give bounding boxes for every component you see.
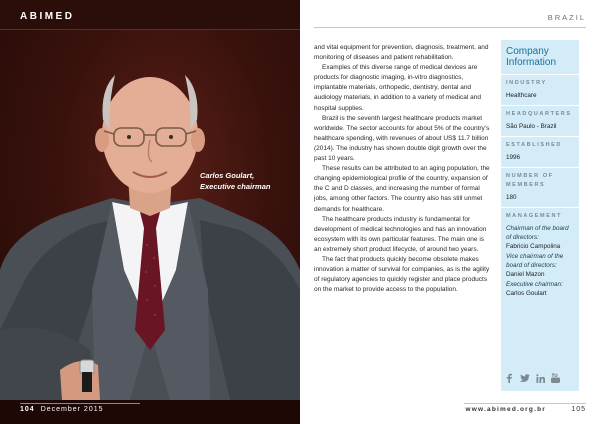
footer-divider <box>464 403 586 404</box>
management-role: Vice chairman of the board of directors: <box>506 253 564 269</box>
members-block <box>501 167 579 207</box>
portrait-photo <box>0 30 300 400</box>
management-name: Fabricio Campolina <box>506 243 561 250</box>
section-tag: BRAZIL <box>547 13 586 22</box>
right-page <box>300 0 600 424</box>
left-page-number <box>20 406 104 413</box>
website-link[interactable]: www.abimed.org.br <box>465 406 546 413</box>
footer-divider <box>20 403 140 404</box>
brand-logo: ABIMED <box>20 11 75 22</box>
company-info-sidebar <box>501 40 579 391</box>
management-block <box>501 207 579 304</box>
established-value: 1996 <box>506 154 521 161</box>
headquarters-block <box>501 105 579 136</box>
header-divider <box>314 27 586 28</box>
sidebar-title: Company Information <box>506 46 557 68</box>
social-links <box>505 373 560 383</box>
issue-date: December 2015 <box>40 406 104 413</box>
twitter-icon[interactable] <box>519 374 530 383</box>
members-value: 180 <box>506 194 517 201</box>
youtube-icon[interactable] <box>551 373 560 383</box>
industry-block <box>501 74 579 105</box>
established-block <box>501 136 579 167</box>
members-label: NUMBER OF MEMBERS <box>506 173 554 188</box>
linkedin-icon[interactable] <box>536 374 545 383</box>
paragraph-2: Examples of this diverse range of medical devices are products for diagnostic imaging, in-vitro diagnostics, implantable materials, orthopedic, dentistry, dental and audiology materials, in addition to a variety of medical and hospital supplies. <box>314 64 481 112</box>
page-number: 104 <box>20 406 35 413</box>
caption-role: Executive chairman <box>200 182 271 191</box>
caption-name: Carlos Goulart, <box>200 171 255 180</box>
management-name: Carlos Goulart <box>506 290 547 297</box>
photo-caption <box>200 170 270 192</box>
right-footer <box>314 400 586 424</box>
headquarters-value: São Paulo - Brazil <box>506 123 557 130</box>
page-number: 105 <box>571 406 586 413</box>
paragraph-6: The fact that products quickly become obsolete makes innovation a matter of survival for companies, as is the agility of regulatory agencies to quickly register and place products on the market to provide access to the population. <box>314 255 490 294</box>
left-footer <box>0 400 300 424</box>
management-label: MANAGEMENT <box>506 213 563 219</box>
facebook-icon[interactable] <box>505 373 513 383</box>
established-label: ESTABLISHED <box>506 142 563 148</box>
paragraph-1: and vital equipment for prevention, diagnosis, treatment, and monitoring of diseases and patient rehabilitation. <box>314 44 489 62</box>
industry-label: INDUSTRY <box>506 80 547 86</box>
management-role: Executive chairman: <box>506 281 563 288</box>
headquarters-label: HEADQUARTERS <box>506 111 572 117</box>
management-name: Daniel Mazon <box>506 271 545 278</box>
management-role: Chairman of the board of directors: <box>506 225 569 241</box>
paragraph-3: Brazil is the seventh largest healthcare products market worldwide. The sector accounts for about 5% of the country’s healthcare spending, with revenues of about US$ 11.7 billion (2014). The industry has shown double digit growth over the past 10 years. <box>314 114 490 163</box>
paragraph-4: These results can be attributed to an aging population, the changing epidemiological profile of the country, expansion of the C and D classes, and increasing the number of formal jobs, among other factors. The country also has still unmet demands for healthcare. <box>314 165 490 213</box>
left-header <box>0 0 300 30</box>
paragraph-5: The healthcare products industry is fundamental for development of medical technologies and has an innovation ecosystem with its own particular features. The main one is an extremely short product lifecycle, of around two years. <box>314 215 487 253</box>
article-body <box>314 43 492 295</box>
industry-value: Healthcare <box>506 92 537 99</box>
